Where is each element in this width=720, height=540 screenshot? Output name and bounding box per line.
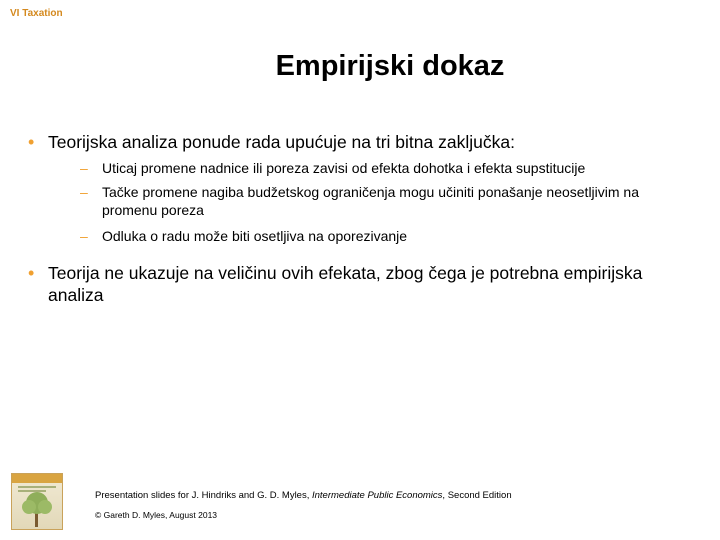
bullet-item [28, 262, 688, 306]
dash-icon: – [80, 184, 88, 200]
sub-bullet-text: Tačke promene nagiba budžetskog ograničenja mogu učiniti ponašanje neosetljivim na promenu poreza [102, 184, 640, 218]
dash-icon: – [80, 228, 88, 244]
bullet-text: Teorija ne ukazuje na veličinu ovih efekata, zbog čega je potrebna empirijska analiza [48, 263, 643, 305]
sub-bullet-text: Odluka o radu može biti osetljiva na oporezivanje [102, 228, 408, 244]
footer-credit-suffix: , Second Edition [442, 490, 512, 501]
slide-title: Empirijski dokaz [275, 50, 505, 82]
footer-copyright: © Gareth D. Myles, August 2013 [95, 510, 218, 520]
dash-icon: – [80, 160, 88, 176]
bullet-dot-icon: • [28, 263, 35, 283]
footer-credit [95, 490, 512, 501]
footer-credit-prefix: Presentation slides for J. Hindriks and G. D. Myles, [95, 490, 312, 501]
sub-bullet-item [80, 227, 692, 245]
section-tag: VI Taxation [10, 8, 63, 19]
sub-bullet-text: Uticaj promene nadnice ili poreza zavisi od efekta dohotka i efekta supstitucije [102, 160, 586, 176]
footer-book-title: Intermediate Public Economics [312, 490, 443, 501]
bullet-text: Teorijska analiza ponude rada upućuje na tri bitna zaključka: [48, 132, 515, 152]
bullet-item [28, 131, 688, 153]
bullet-dot-icon: • [28, 132, 35, 152]
book-cover-icon [11, 473, 63, 530]
sub-bullet-item [80, 159, 692, 177]
sub-bullet-item [80, 183, 692, 219]
